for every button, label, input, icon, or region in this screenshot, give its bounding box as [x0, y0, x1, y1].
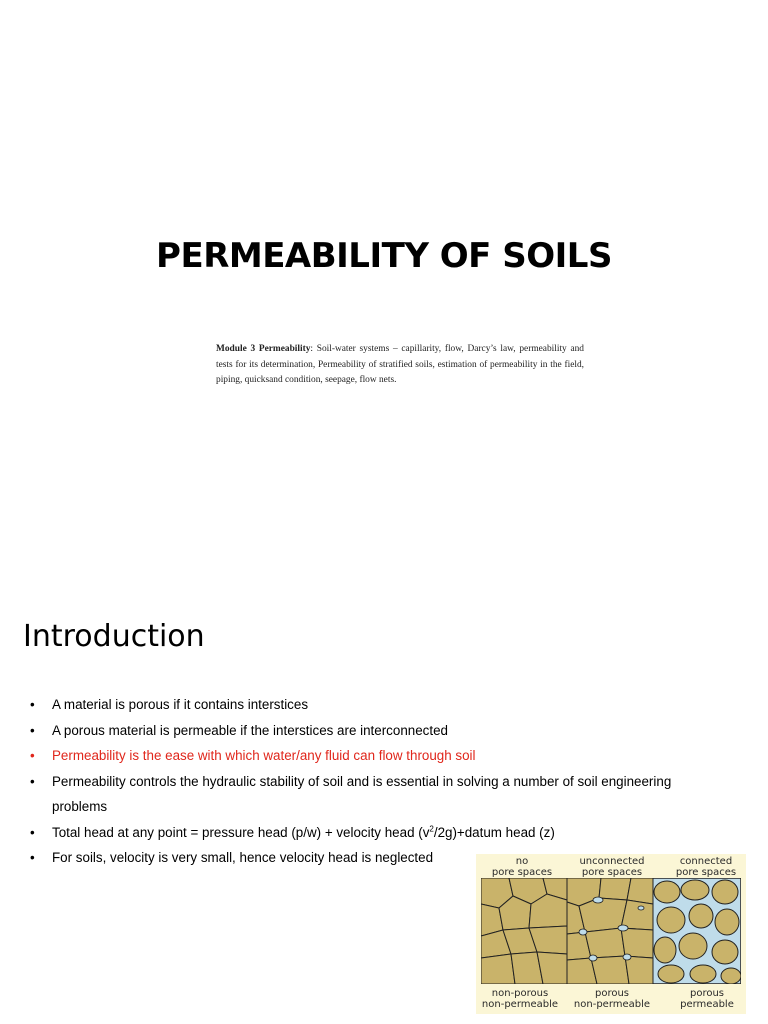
label-porous-non-permeable: porous non-permeable	[573, 988, 651, 1010]
bullet-list	[30, 692, 730, 871]
label-non-porous-non-permeable: non-porous non-permeable	[481, 988, 559, 1010]
bullet-item: • For soils, velocity is very small, hence velocity head is neglected	[30, 845, 730, 871]
slide-title-heading: PERMEABILITY OF SOILS	[156, 236, 612, 276]
label-porous-permeable: porous permeable	[680, 988, 734, 1010]
slide-introduction	[0, 512, 768, 1024]
total-head-text: Total head at any point = pressure head (p/w) + velocity head (v	[52, 824, 430, 840]
label-connected-pore-spaces: connected pore spaces	[675, 856, 737, 878]
porosity-figure	[476, 854, 746, 1014]
module-label: Module 3 Permeability	[216, 344, 311, 354]
bullet-item: • A material is porous if it contains interstices	[30, 692, 730, 718]
label-no-pore-spaces: no pore spaces	[491, 856, 553, 878]
module-text: : Soil-water systems – capillarity, flow, Darcy’s law, permeability and tests for its determination, Permeability of stratified soils, estimation of permeability in the field, piping, quicksand condition, seepage, flow nets.	[216, 344, 584, 385]
module-description	[216, 342, 584, 389]
superscript-two: 2	[429, 824, 434, 834]
bullet-item-highlight: • Permeability is the ease with which water/any fluid can flow through soil	[30, 743, 730, 769]
label-unconnected-pore-spaces: unconnected pore spaces	[579, 856, 645, 878]
soil-grains-illustration	[481, 878, 741, 984]
bullet-item: • Permeability controls the hydraulic stability of soil and is essential in solving a number of soil engineering problems	[30, 769, 730, 820]
introduction-heading: Introduction	[23, 619, 205, 654]
bullet-item: • A porous material is permeable if the interstices are interconnected	[30, 718, 730, 744]
total-head-tail: /2g)+datum head (z)	[433, 824, 555, 840]
bullet-item-total-head	[30, 820, 730, 846]
